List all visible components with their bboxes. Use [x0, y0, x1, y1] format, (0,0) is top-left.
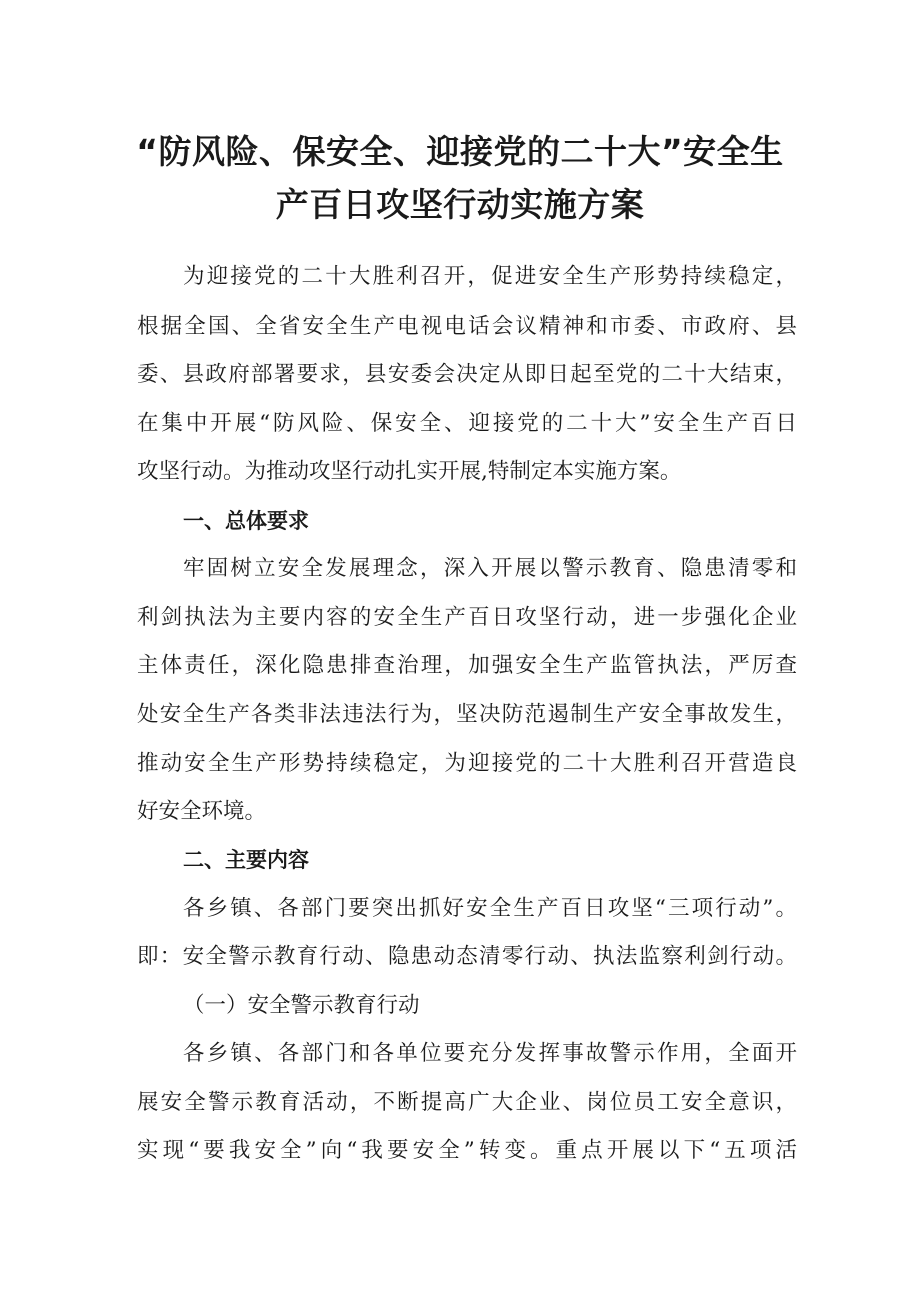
section-heading-main-content: 二、主要内容	[183, 848, 309, 872]
section1-line: 利剑执法为主要内容的安全生产百日攻坚行动，进一步强化企业	[137, 605, 797, 630]
section2-line: 即：安全警示教育行动、隐患动态清零行动、执法监察利剑行动。	[137, 944, 797, 969]
section1-line: 牢固树立安全发展理念，深入开展以警示教育、隐患清零和	[183, 556, 797, 581]
document-title-line-1: “防风险、保安全、迎接党的二十大”安全生	[136, 132, 784, 171]
intro-line: 为迎接党的二十大胜利召开，促进安全生产形势持续稳定，	[183, 264, 797, 289]
section1-line: 处安全生产各类非法违法行为，坚决防范遏制生产安全事故发生，	[137, 702, 797, 727]
subsection1-line: 实现“要我安全”向“我要安全”转变。重点开展以下“五项活	[137, 1138, 797, 1163]
section1-line: 主体责任，深化隐患排查治理，加强安全生产监管执法，严厉查	[137, 653, 797, 678]
section2-line: 各乡镇、各部门要突出抓好安全生产百日攻坚“三项行动”。	[183, 896, 797, 921]
intro-line: 根据全国、全省安全生产电视电话会议精神和市委、市政府、县	[137, 314, 797, 339]
section1-line: 好安全环境。	[137, 799, 267, 824]
section-heading-general-requirements: 一、总体要求	[183, 509, 309, 533]
intro-line: 在集中开展“防风险、保安全、迎接党的二十大”安全生产百日	[137, 411, 797, 436]
subsection1-line: 各乡镇、各部门和各单位要充分发挥事故警示作用，全面开	[183, 1041, 797, 1066]
document-title-line-2: 产百日攻坚行动实施方案	[275, 185, 645, 224]
subsection1-line: 展安全警示教育活动，不断提高广大企业、岗位员工安全意识，	[137, 1090, 797, 1115]
section1-line: 推动安全生产形势持续稳定，为迎接党的二十大胜利召开营造良	[137, 751, 797, 776]
subsection-heading-safety-warning: （一）安全警示教育行动	[183, 993, 420, 1018]
intro-line: 委、县政府部署要求，县安委会决定从即日起至党的二十大结束，	[137, 362, 797, 387]
intro-line: 攻坚行动。为推动攻坚行动扎实开展,特制定本实施方案。	[137, 459, 682, 484]
